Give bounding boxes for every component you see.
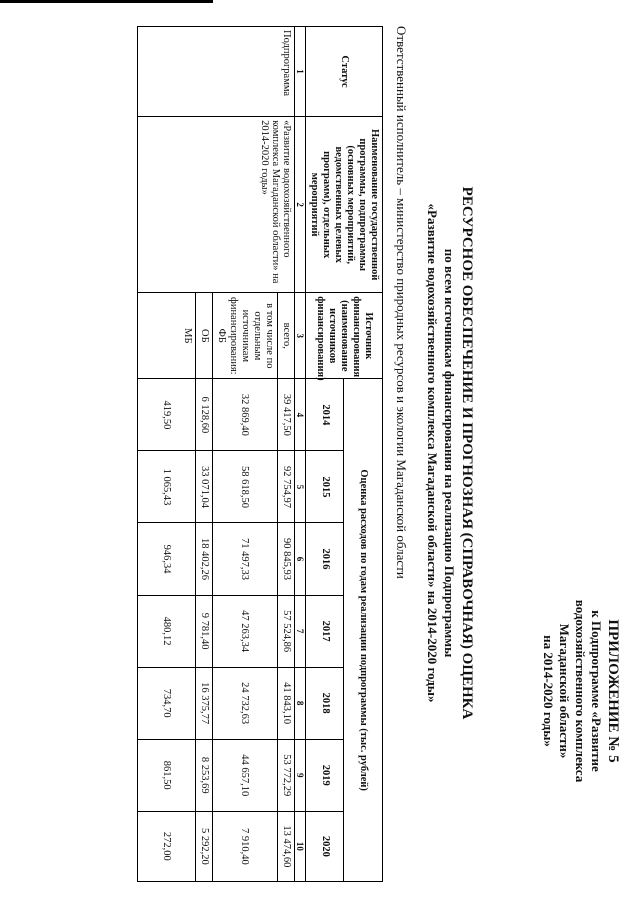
column-number: 3 (295, 292, 306, 378)
table-row (278, 26, 295, 881)
value-cell: 47 263,34 (213, 595, 278, 667)
column-number: 7 (295, 595, 306, 667)
value-cell: 734,70 (138, 667, 196, 739)
document-title (424, 8, 475, 898)
value-cell: 272,00 (138, 811, 196, 881)
value-cell: 24 732,63 (213, 667, 278, 739)
header-year: 2020 (306, 811, 345, 881)
value-cell: 419,50 (138, 378, 196, 450)
header-year: 2015 (306, 450, 345, 522)
title-line-3: «Развитие водохозяйственного комплекса Магаданской области» на 2014-2020 годы» (425, 203, 440, 702)
value-cell: 480,12 (138, 595, 196, 667)
title-line-2: по всем источникам финансирования на реализацию Подпрограммы (442, 248, 457, 657)
subprogram-name-cell: «Развитие водохозяйственного комплекса Магаданской области» на 2014-2020 годы» (138, 116, 295, 292)
column-number: 4 (295, 378, 306, 450)
value-cell: 5 292,20 (196, 811, 213, 881)
value-cell: 92 754,97 (278, 450, 295, 522)
status-cell: Подпрограмма (138, 26, 295, 116)
value-cell: 6 128,60 (196, 378, 213, 450)
appendix-number: ПРИЛОЖЕНИЕ № 5 (605, 618, 621, 763)
source-cell: МБ (138, 292, 196, 378)
header-source: Источник финансирования (наименование источников финансирования) (306, 292, 383, 378)
column-number-row (295, 26, 306, 881)
title-line-1: РЕСУРСНОЕ ОБЕСПЕЧЕНИЕ И ПРОГНОЗНАЯ (СПРАВОЧНАЯ) ОЦЕНКА (459, 186, 475, 719)
column-number: 1 (295, 26, 306, 116)
value-cell: 861,50 (138, 739, 196, 811)
source-cell: всего, (278, 292, 295, 378)
appendix-line: к Подпрограмме «Развитие (589, 609, 604, 772)
header-year: 2014 (306, 378, 345, 450)
header-row (344, 26, 383, 881)
value-cell: 44 657,10 (213, 739, 278, 811)
header-year: 2018 (306, 667, 345, 739)
header-year: 2019 (306, 739, 345, 811)
value-cell: 41 843,10 (278, 667, 295, 739)
appendix-line: водохозяйственного комплекса (573, 599, 588, 782)
appendix-line: на 2014-2020 годы» (541, 634, 556, 747)
column-number: 2 (295, 116, 306, 292)
header-name: Наименование государственной программы, подпрограммы (основных мероприятий, ведомственных целевых программ), отдельных мероприятий (306, 116, 383, 292)
value-cell: 1 065,43 (138, 450, 196, 522)
value-cell: 16 375,77 (196, 667, 213, 739)
value-cell: 58 618,50 (213, 450, 278, 522)
value-cell: 39 417,50 (278, 378, 295, 450)
header-year: 2016 (306, 522, 345, 594)
appendix-line: Магаданской области» (557, 623, 572, 758)
header-estimate: Оценка расходов по годам реализации подпрограммы (тыс. рублей) (344, 378, 383, 881)
top-rule (0, 0, 213, 3)
value-cell: 9 781,40 (196, 595, 213, 667)
value-cell: 946,34 (138, 522, 196, 594)
value-cell: 32 869,40 (213, 378, 278, 450)
value-cell: 8 253,69 (196, 739, 213, 811)
source-cell: ОБ (196, 292, 213, 378)
value-cell: 33 071,04 (196, 450, 213, 522)
column-number: 6 (295, 522, 306, 594)
value-cell: 71 497,33 (213, 522, 278, 594)
column-number: 10 (295, 811, 306, 881)
source-cell: в том числе по отдельным источникам финансирования: ФБ (213, 292, 278, 378)
value-cell: 57 524,86 (278, 595, 295, 667)
value-cell: 18 402,26 (196, 522, 213, 594)
column-number: 9 (295, 739, 306, 811)
appendix-block (540, 506, 621, 876)
value-cell: 53 772,29 (278, 739, 295, 811)
value-cell: 13 474,60 (278, 811, 295, 881)
header-year: 2017 (306, 595, 345, 667)
value-cell: 90 845,93 (278, 522, 295, 594)
header-status: Статус (306, 26, 383, 116)
value-cell: 7 910,40 (213, 811, 278, 881)
responsible-executor: Ответственный исполнитель – министерство природных ресурсов и экологии Магаданской области (394, 25, 409, 579)
financing-table (137, 26, 383, 882)
column-number: 5 (295, 450, 306, 522)
column-number: 8 (295, 667, 306, 739)
rotated-page (15, 8, 625, 898)
